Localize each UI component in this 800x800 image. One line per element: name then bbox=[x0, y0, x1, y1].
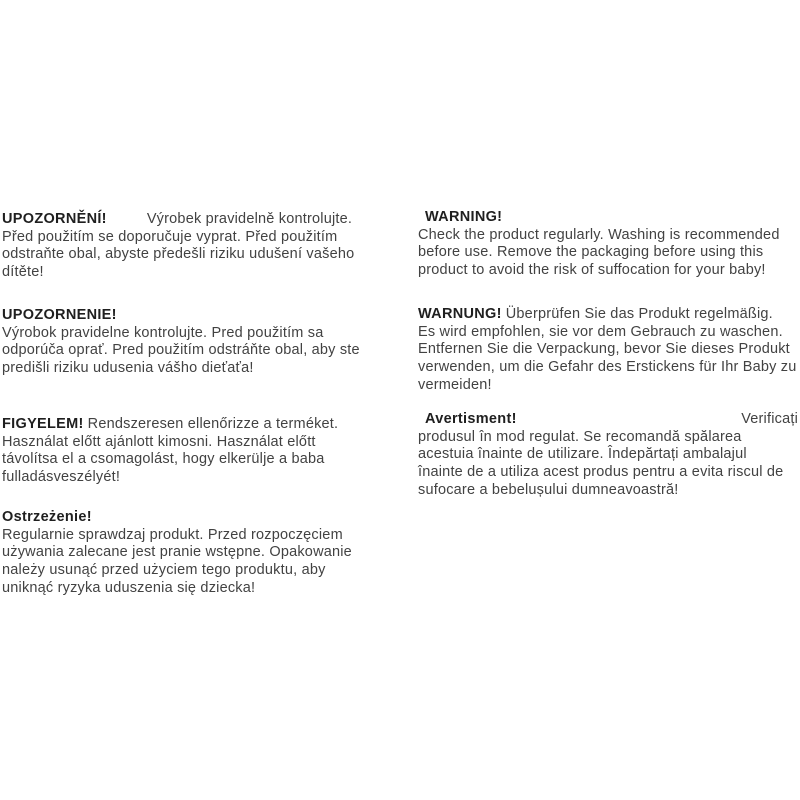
warning-block-hungarian bbox=[2, 416, 388, 487]
warning-text: Výrobek pravidelně kontrolujte. bbox=[146, 211, 353, 227]
warning-line: product to avoid the risk of suffocation for your baby! bbox=[418, 262, 766, 279]
warning-heading-czech: UPOZORNĚNÍ! bbox=[2, 211, 107, 227]
warning-line: odporúča oprať. Pred použitím odstráňte obal, aby ste bbox=[2, 342, 360, 359]
warning-line bbox=[2, 211, 388, 229]
warning-line: dítěte! bbox=[2, 264, 44, 281]
warning-line: produsul în mod regulat. Se recomandă spălarea bbox=[418, 428, 742, 445]
warning-text: Rendszeresen ellenőrizze a terméket. bbox=[87, 416, 339, 432]
warning-line: Es wird empfohlen, sie vor dem Gebrauch zu waschen. bbox=[418, 323, 783, 340]
warning-line: acestuia înainte de utilizare. Îndepărtați ambalajul bbox=[418, 446, 747, 463]
warning-block-slovak bbox=[2, 307, 388, 378]
warning-line: Használat előtt ajánlott kimosni. Használat előtt bbox=[2, 433, 316, 450]
warning-line: Check the product regularly. Washing is recommended bbox=[418, 226, 780, 243]
warning-block-english bbox=[418, 209, 798, 280]
warning-line: uniknąć ryzyka uduszenia się dziecka! bbox=[2, 579, 256, 596]
warning-block-czech bbox=[2, 211, 388, 282]
warning-line: predišli riziku udusenia vášho dieťaťa! bbox=[2, 360, 254, 377]
warning-text: Verificați bbox=[741, 411, 798, 427]
warning-text: Überprüfen Sie das Produkt regelmäßig. bbox=[505, 306, 773, 322]
warning-line bbox=[2, 416, 388, 434]
warning-line bbox=[418, 411, 798, 429]
warning-line: należy usunąć przed użyciem tego produktu, aby bbox=[2, 562, 326, 579]
warning-block-polish bbox=[2, 509, 388, 598]
warning-line bbox=[418, 306, 798, 324]
warning-line: używania zalecane jest pranie wstępne. Opakowanie bbox=[2, 544, 352, 561]
warning-line: Výrobok pravidelne kontrolujte. Pred použitím sa bbox=[2, 324, 324, 341]
warning-line: vermeiden! bbox=[418, 376, 492, 393]
warning-line: Před použitím se doporučuje vyprat. Před použitím bbox=[2, 228, 338, 245]
warning-line: verwenden, um die Gefahr des Erstickens für Ihr Baby zu bbox=[418, 359, 797, 376]
warning-line: távolítsa el a csomagolást, hogy elkerülje a baba bbox=[2, 451, 325, 468]
warning-line: Regularnie sprawdzaj produkt. Przed rozpoczęciem bbox=[2, 526, 343, 543]
warning-heading-hungarian: FIGYELEM! bbox=[2, 416, 84, 432]
warning-heading-german: WARNUNG! bbox=[418, 306, 502, 322]
warning-line: înainte de a utiliza acest produs pentru a evita riscul de bbox=[418, 464, 784, 481]
warning-line: before use. Remove the packaging before using this bbox=[418, 244, 764, 261]
warning-block-german bbox=[418, 306, 798, 395]
warning-line: odstraňte obal, abyste předešli riziku udušení vašeho bbox=[2, 246, 355, 263]
warning-heading-polish: Ostrzeżenie! bbox=[2, 509, 92, 525]
warning-heading-slovak: UPOZORNENIE! bbox=[2, 307, 117, 323]
warning-heading-romanian: Avertisment! bbox=[425, 411, 517, 427]
warning-block-romanian bbox=[418, 411, 798, 500]
warning-line: fulladásveszélyét! bbox=[2, 469, 121, 486]
warning-line: Entfernen Sie die Verpackung, bevor Sie dieses Produkt bbox=[418, 341, 790, 358]
warning-line: sufocare a bebelușului dumneavoastră! bbox=[418, 481, 679, 498]
warning-heading-english: WARNING! bbox=[425, 209, 503, 225]
